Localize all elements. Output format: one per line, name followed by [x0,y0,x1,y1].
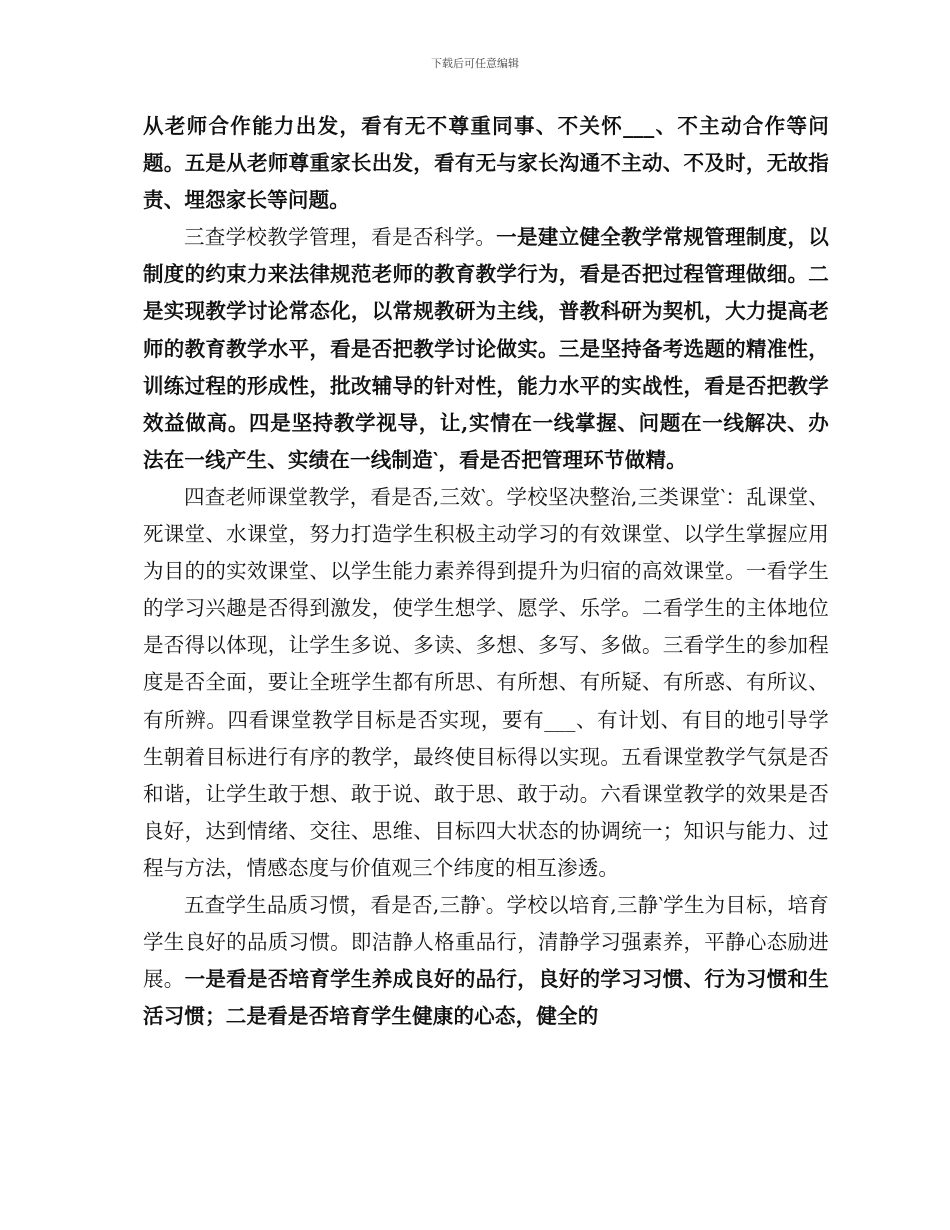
header-note: 下载后可任意编辑 [431,57,519,70]
paragraph-4-lead: 五查学生品质习惯，看是否,三静‵。学校以培育,三静‵学生为目标，培育学生良好的品质习惯。即洁静人格重品行，清静学习强素养，平静心态励进展。 [143,892,829,992]
paragraph-4-bold: 一是看是否培育学生养成良好的品行，良好的学习习惯、行为习惯和生活习惯；二是看是否培育学生健康的心态，健全的 [143,967,830,1029]
document-body [143,108,829,1035]
paragraph-1: 从老师合作能力出发，看有无不尊重同事、不关怀___、不主动合作等问题。五是从老师尊重家长出发，看有无与家长沟通不主动、不及时，无故指责、埋怨家长等问题。 [143,114,829,213]
paragraph-2 [143,219,829,479]
paragraph-4 [143,887,829,1035]
paragraph-3: 四查老师课堂教学，看是否,三效‵。学校坚决整治,三类课堂‵：乱课堂、死课堂、水课堂，努力打造学生积极主动学习的有效课堂、以学生掌握应用为目的的实效课堂、以学生能力素养得到提升为归宿的高效课堂。一看学生的学习兴趣是否得到激发，使学生想学、愿学、乐学。二看学生的主体地位是否得以体现，让学生多说、多读、多想、多写、多做。三看学生的参加程度是否全面，要让全班学生都有所思、有所想、有所疑、有所惑、有所议、有所辨。四看课堂教学目标是否实现，要有___、有计划、有目的地引导学生朝着目标进行有序的教学，最终使目标得以实现。五看课堂教学气氛是否和谐，让学生敢于想、敢于说、敢于思、敢于动。六看课堂教学的效果是否良好，达到情绪、交往、思维、目标四大状态的协调统一；知识与能力、过程与方法，情感态度与价值观三个纬度的相互渗透。 [143,484,829,880]
paragraph-2-bold: 一是建立健全教学常规管理制度，以制度的约束力来法律规范老师的教育教学行为，看是否把过程管理做细。二是实现教学讨论常态化，以常规教研为主线，普教科研为契机，大力提高老师的教育教学水平，看是否把教学讨论做实。三是坚持备考选题的精准性，训练过程的形成性，批改辅导的针对性，能力水平的实战性，看是否把教学效益做高。四是坚持教学视导，让,实情在一线掌握、问题在一线解决、办法在一线产生、实绩在一线制造‵，看是否把管理环节做精。 [143,225,830,472]
paragraph-2-lead: 三查学校教学管理，看是否科学。 [184,225,497,250]
